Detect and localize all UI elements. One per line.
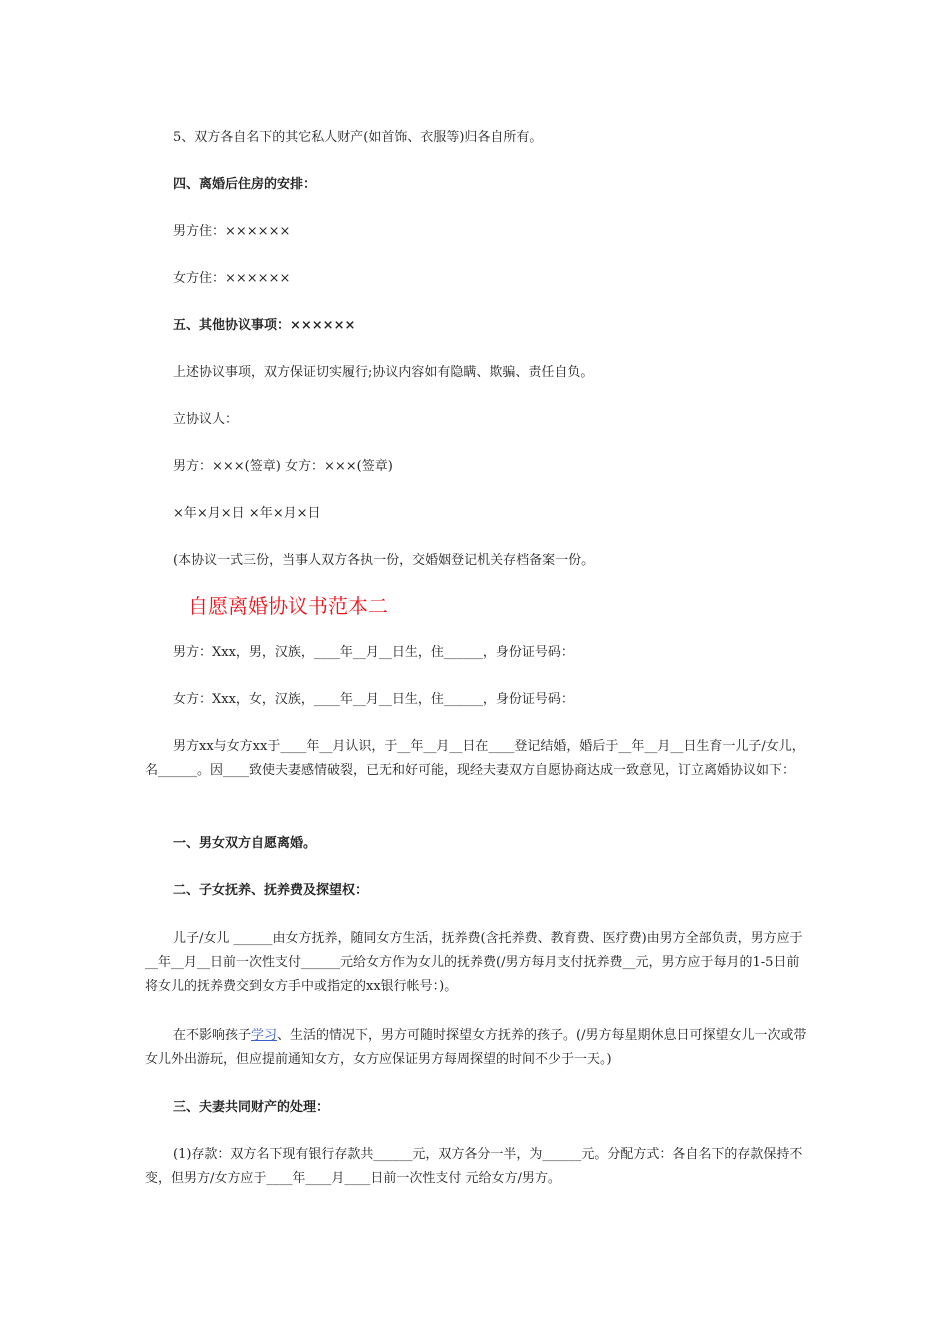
female-party-info: 女方：Xxx，女，汉族，____年__月__日生，住______，身份证号码： bbox=[173, 692, 574, 707]
section-heading-other: 五、其他协议事项：×××××× bbox=[173, 318, 356, 333]
clause-one-heading: 一、男女双方自愿离婚。 bbox=[173, 836, 317, 851]
child-support-paragraph: 儿子/女儿 ______由女方抚养，随同女方生活，抚养费(含托养费、教育费、医疗费)由男方全部负责，男方应于__年__月__日前一次性支付______元给女方作为女儿的抚养费(/男方每月支付抚养费__元，男方应于每月的1-5日前将女儿的抚养费交到女方手中或指定的xx银行帐号：)。 bbox=[145, 931, 803, 994]
intro-paragraph: 男方xx与女方xx于____年__月认识，于__年__月__日在____登记结婚，婚后于__年__月__日生育一儿子/女儿，名______。因____致使夫妻感情破裂，已无和好可能，现经夫妻双方自愿协商达成一致意见，订立离婚协议如下： bbox=[145, 739, 805, 778]
copies-note: (本协议一式三份，当事人双方各执一份，交婚姻登记机关存档备案一份。 bbox=[173, 553, 595, 568]
section-heading-housing: 四、离婚后住房的安排： bbox=[173, 177, 317, 192]
clause-two-heading: 二、子女抚养、抚养费及探望权： bbox=[173, 883, 369, 898]
visitation-text-end: 、生活的情况下，男方可随时探望女方抚养的孩子。(/男方每星期休息日可探望女儿一次或带女儿外出游玩，但应提前通知女方，女方应保证男方每周探望的时间不少于一天。) bbox=[145, 1028, 807, 1067]
clause-private-property: 5、双方各自名下的其它私人财产(如首饰、衣服等)归各自所有。 bbox=[173, 130, 543, 145]
female-residence: 女方住：×××××× bbox=[173, 271, 291, 286]
male-residence: 男方住：×××××× bbox=[173, 224, 291, 239]
male-party-info: 男方：Xxx，男，汉族，____年__月__日生，住______，身份证号码： bbox=[173, 645, 574, 660]
signature-line: 男方：×××(签章) 女方：×××(签章) bbox=[173, 459, 393, 474]
signatories-label: 立协议人： bbox=[173, 412, 239, 427]
sample-two-heading: 自愿离婚协议书范本二 bbox=[188, 594, 388, 618]
deposit-paragraph: (1)存款：双方名下现有银行存款共______元，双方各分一半，为______元。分配方式：各自名下的存款保持不变，但男方/女方应于____年____月____日前一次性支付 元给女方/男方。 bbox=[145, 1147, 803, 1186]
clause-three-heading: 三、夫妻共同财产的处理： bbox=[173, 1100, 330, 1115]
visitation-text-start: 在不影响孩子 bbox=[173, 1028, 252, 1043]
date-line: ×年×月×日 ×年×月×日 bbox=[173, 506, 321, 521]
visitation-paragraph bbox=[145, 1024, 807, 1072]
study-link[interactable]: 学习 bbox=[251, 1028, 278, 1043]
performance-statement: 上述协议事项，双方保证切实履行;协议内容如有隐瞒、欺骗、责任自负。 bbox=[173, 365, 594, 380]
